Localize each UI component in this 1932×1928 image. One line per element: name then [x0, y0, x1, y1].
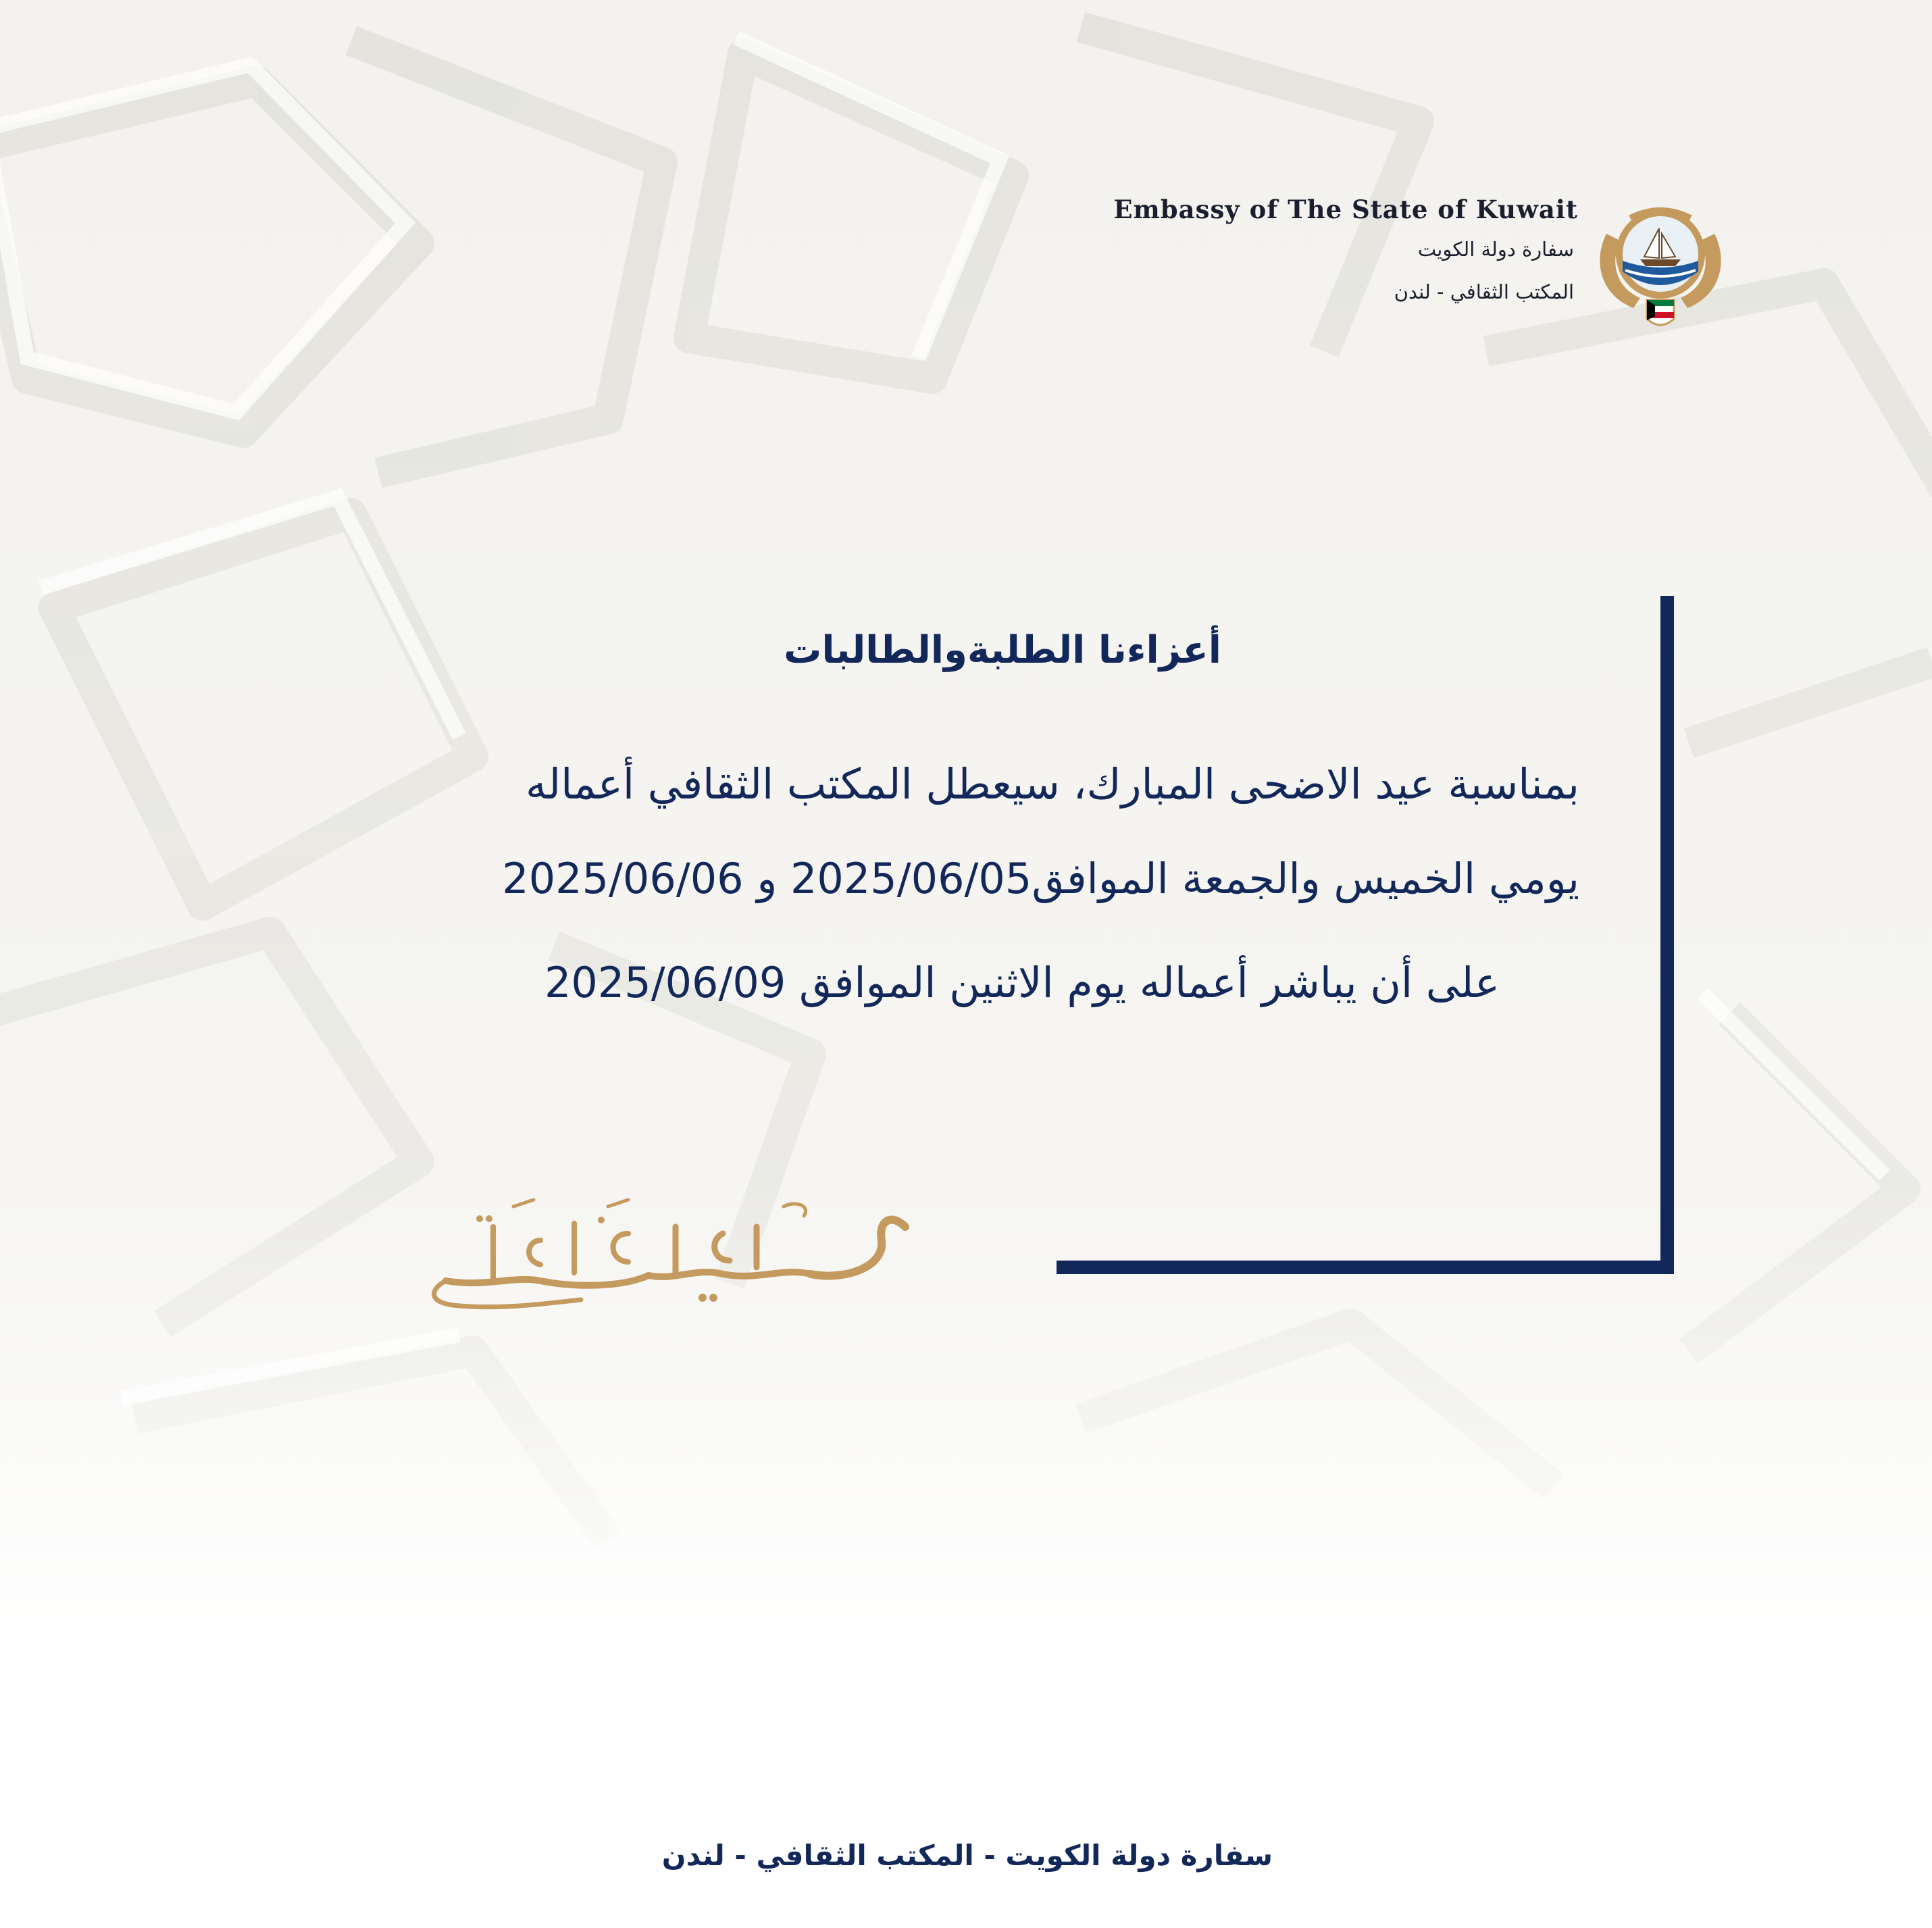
frame-horizontal-line: [1057, 1261, 1674, 1274]
footer-text: سفارة دولة الكويت - المكتب الثقافي - لندن: [661, 1839, 1273, 1872]
frame-vertical-line: [1660, 596, 1674, 1274]
greeting-heading: أعزاءنا الطلبةوالطالبات: [784, 628, 1221, 672]
eid-greeting-calligraphy: [405, 1186, 932, 1321]
embassy-english-title: Embassy of The State of Kuwait: [1113, 195, 1578, 224]
announcement-line-2: يومي الخميس والجمعة الموافق2025/06/05 و 2025/06/06: [502, 854, 1579, 903]
embassy-arabic-title: سفارة دولة الكويت: [1417, 238, 1574, 261]
kuwait-state-emblem-icon: [1593, 186, 1728, 332]
announcement-line-3: على أن يباشر أعماله يوم الاثنين الموافق 2025/06/09: [544, 958, 1500, 1007]
cultural-office-title: المكتب الثقافي - لندن: [1394, 280, 1574, 303]
announcement-line-1: بمناسبة عيد الاضحى المبارك، سيعطل المكتب الثقافي أعماله: [526, 759, 1579, 809]
